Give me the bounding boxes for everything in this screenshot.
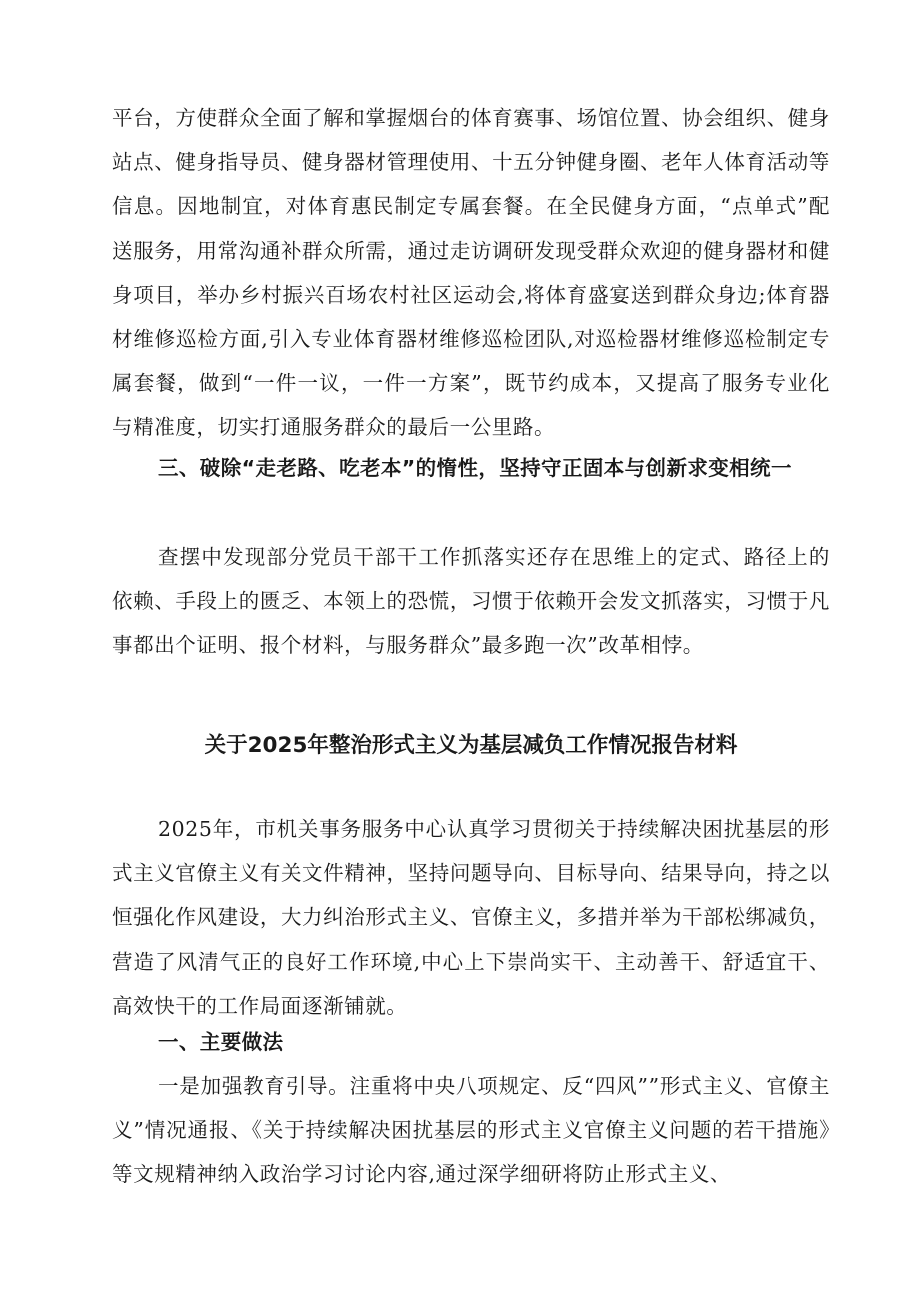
section-heading-three: 三、破除“走老路、吃老本”的惰性，坚持守正固本与创新求变相统一 <box>158 456 792 480</box>
paragraph-intro: 2025年，市机关事务服务中心认真学习贯彻关于持续解决困扰基层的形式主义官僚主义有关文件精神，坚持问题导向、目标导向、结果导向，持之以恒强化作风建设，大力纠治形式主义、官僚主义，多措并举为干部松绑减负，营造了风清气正的良好工作环境,中心上下崇尚实干、主动善干、舒适宜干、高效快干的工作局面逐渐铺就。 <box>112 817 830 1018</box>
paragraph-continued: 平台，方使群众全面了解和掌握烟台的体育赛事、场馆位置、协会组织、健身站点、健身指导员、健身器材管理使用、十五分钟健身圈、老年人体育活动等信息。因地制宜，对体育惠民制定专属套餐。在全民健身方面，“点单式”配送服务，用常沟通补群众所需，通过走访调研发现受群众欢迎的健身器材和健身项目，举办乡村振兴百场农村社区运动会,将体育盛宴送到群众身边;体育器材维修巡检方面,引入专业体育器材维修巡检团队,对巡检器材维修巡检制定专属套餐，做到“一件一议，一件一方案”，既节约成本，又提高了服务专业化与精准度，切实打通服务群众的最后一公里路。 <box>112 106 830 440</box>
report-title: 关于2025年整治形式主义为基层减负工作情况报告材料 <box>204 733 738 758</box>
paragraph-section-one: 一是加强教育引导。注重将中央八项规定、反“四风””形式主义、官僚主义”情况通报、《关于持续解决困扰基层的形式主义官僚主义问题的若干措施》等文规精神纳入政治学习讨论内容,通过深学细研将防止形式主义、 <box>112 1074 830 1187</box>
paragraph-section-three: 查摆中发现部分党员干部干工作抓落实还存在思维上的定式、路径上的依赖、手段上的匮乏、本领上的恐慌，习惯于依赖开会发文抓落实，习惯于凡事都出个证明、报个材料，与服务群众”最多跑一次”改革相悖。 <box>112 545 830 658</box>
section-heading-one: 一、主要做法 <box>158 1030 284 1054</box>
